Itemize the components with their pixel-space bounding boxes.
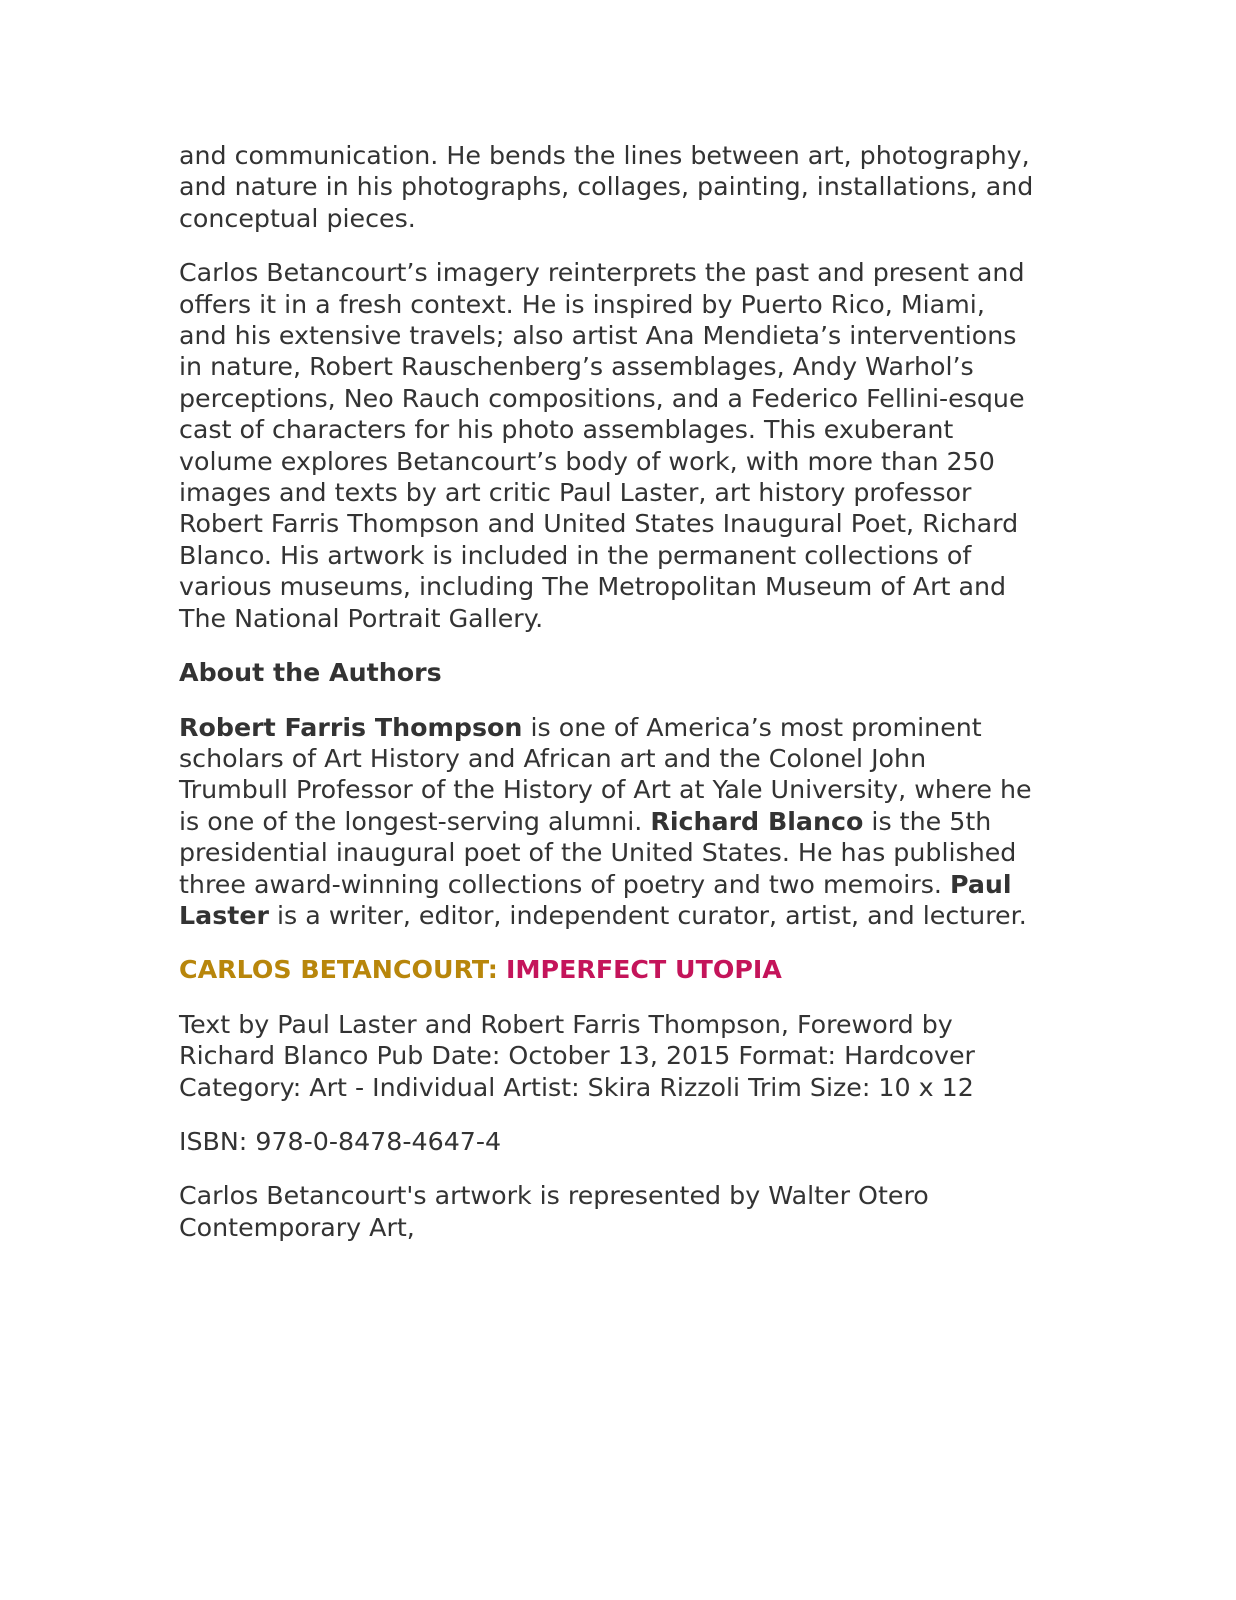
author-bio-blanco: is the 5th presidential inaugural poet of the United States. He has published three award-winning collections of poetry and two memoirs. — [179, 806, 1017, 899]
author-name-thompson: Robert Farris Thompson — [179, 712, 523, 742]
intro-paragraph-2: Carlos Betancourt’s imagery reinterprets the past and present and offers it in a fresh context. He is inspired by Puerto Rico, Miami, and his extensive travels; also artist Ana Mendieta’s interventions in nature, Robert Rauschenberg’s assemblages, Andy Warhol’s perceptions, Neo Rauch compositions, and a Federico Fellini-esque cast of characters for his photo assemblages. This exuberant volume explores Betancourt’s body of work, with more than 250 images and texts by art critic Paul Laster, art history professor Robert Farris Thompson and United States Inaugural Poet, Richard Blanco. His artwork is included in the permanent collections of various museums, including The Metropolitan Museum of Art and The National Portrait Gallery. — [179, 258, 1025, 633]
book-title — [179, 954, 1039, 985]
book-title-artist: CARLOS BETANCOURT: — [179, 955, 498, 985]
book-details: Text by Paul Laster and Robert Farris Thompson, Foreword by Richard Blanco Pub Date: October 13, 2015 Format: Hardcover Category: Art - Individual Artist: Skira Rizzoli Trim Size: 10 x 12 — [179, 1009, 975, 1102]
document-page — [179, 140, 1039, 1266]
author-name-blanco: Richard Blanco — [650, 806, 864, 836]
author-name-laster: Paul Laster — [179, 869, 1012, 930]
book-title-name: IMPERFECT UTOPIA — [505, 955, 782, 985]
book-isbn: ISBN: 978-0-8478-4647-4 — [179, 1126, 502, 1156]
author-bio-laster: is a writer, editor, independent curator, artist, and lecturer. — [268, 900, 1027, 930]
authors-paragraph — [179, 712, 1039, 932]
intro-paragraph-1: and communication. He bends the lines between art, photography, and nature in his photographs, collages, painting, installations, and conceptual pieces. — [179, 141, 1034, 233]
author-bio-thompson: is one of America’s most prominent scholars of Art History and African art and the Colonel John Trumbull Professor of the History of Art at Yale University, where he is one of the longest-serving alumni. — [179, 712, 1032, 836]
representation-note: Carlos Betancourt's artwork is represented by Walter Otero Contemporary Art, — [179, 1181, 929, 1242]
about-authors-heading: About the Authors — [179, 658, 442, 688]
